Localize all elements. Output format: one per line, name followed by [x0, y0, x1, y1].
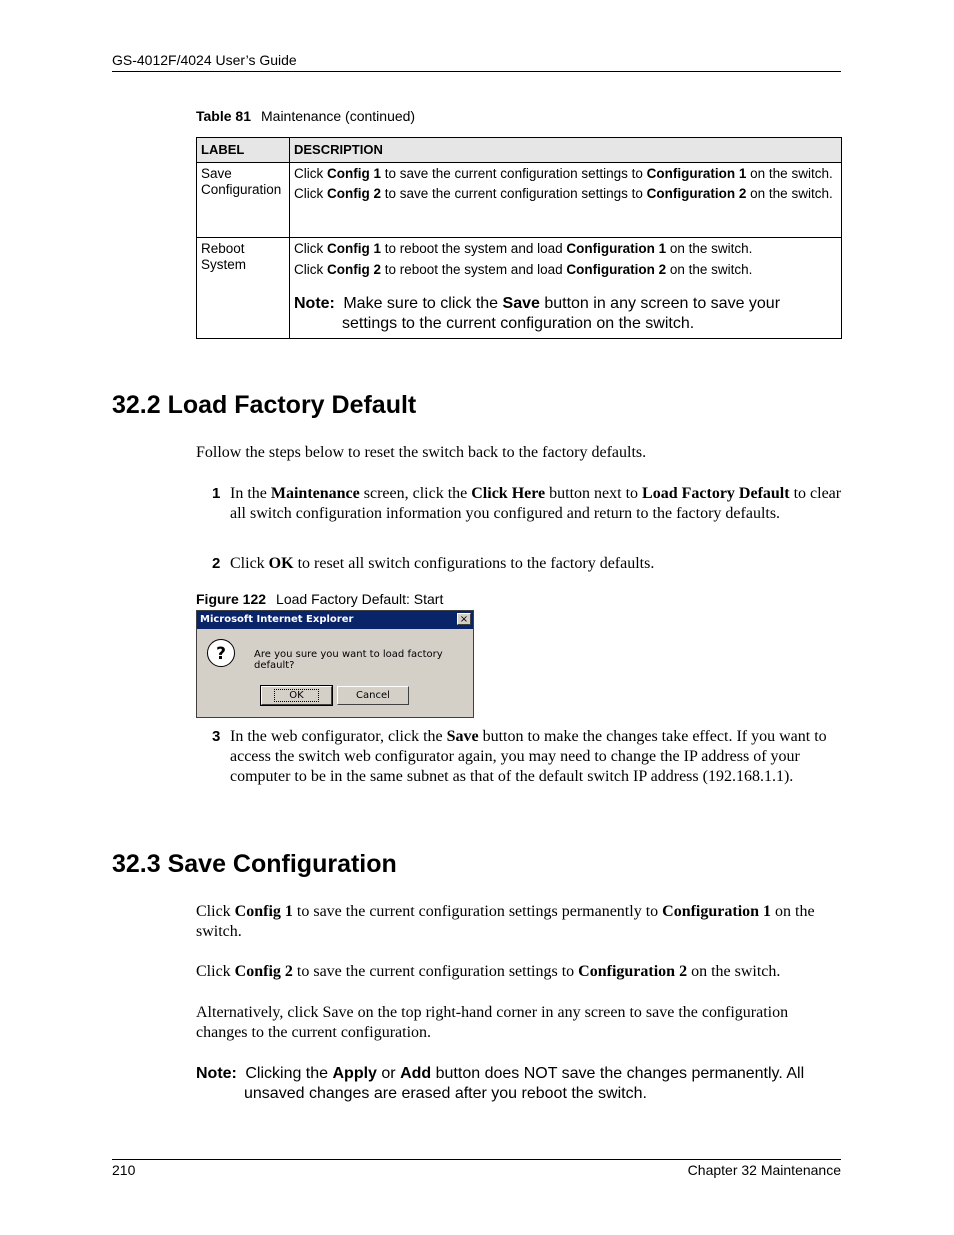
footer-rule	[112, 1159, 841, 1160]
description-paragraph: Click Config 1 to save the current configuration settings to Configuration 1 on the switch.	[294, 166, 833, 181]
table-note: Note: Make sure to click the Save button in any screen to save your settings to the current configuration on the switch.	[294, 295, 781, 332]
section-heading-load-factory-default: 32.2 Load Factory Default	[112, 391, 417, 419]
header-rule	[112, 71, 841, 72]
row-description	[290, 238, 842, 339]
maintenance-table	[196, 137, 842, 339]
dialog-message: Are you sure you want to load factory default?	[254, 649, 443, 671]
running-header: GS-4012F/4024 User’s Guide	[112, 52, 297, 68]
step-text: In the Maintenance screen, click the Click Here button next to Load Factory Default to clear all switch configuration information you configured and return to the factory defaults.	[230, 485, 842, 522]
step-text: Click OK to reset all switch configurations to the factory defaults.	[230, 555, 655, 572]
question-icon: ?	[207, 639, 235, 667]
figure-caption: Figure 122 Load Factory Default: Start	[196, 591, 444, 607]
description-paragraph: Click Config 1 to reboot the system and load Configuration 1 on the switch.	[294, 241, 753, 256]
section-heading-save-configuration: 32.3 Save Configuration	[112, 850, 397, 878]
table-caption	[196, 108, 415, 124]
table-caption-text: Maintenance (continued)	[261, 108, 416, 124]
description-paragraph: Click Config 2 to reboot the system and load Configuration 2 on the switch.	[294, 262, 753, 277]
table-caption-label: Table 81	[196, 108, 251, 124]
body-paragraph: Click Config 1 to save the current configuration settings permanently to Configuration 1 on the switch.	[196, 903, 815, 940]
row-label: Save Configuration	[197, 163, 290, 238]
table-header-row	[197, 138, 842, 163]
body-paragraph: Alternatively, click Save on the top right-hand corner in any screen to save the configuration changes to the current configuration.	[196, 1004, 789, 1041]
chapter-label: Chapter 32 Maintenance	[687, 1162, 841, 1178]
dialog-title: Microsoft Internet Explorer	[200, 614, 354, 625]
column-header-label: LABEL	[197, 138, 290, 163]
dialog-titlebar	[197, 611, 473, 629]
row-description	[290, 163, 842, 238]
confirm-dialog	[196, 610, 474, 718]
column-header-description: DESCRIPTION	[290, 138, 842, 163]
description-paragraph: Click Config 2 to save the current configuration settings to Configuration 2 on the switch.	[294, 186, 833, 201]
row-label: Reboot System	[197, 238, 290, 339]
page-number: 210	[112, 1162, 136, 1178]
cancel-button[interactable]: Cancel	[337, 686, 409, 705]
note-paragraph: Note: Clicking the Apply or Add button does NOT save the changes permanently. All unsaved changes are erased after you reboot the switch.	[196, 1065, 805, 1102]
table-row	[197, 238, 842, 339]
table-row	[197, 163, 842, 238]
ok-button[interactable]: OK	[261, 686, 332, 705]
intro-paragraph: Follow the steps below to reset the switch back to the factory defaults.	[196, 444, 647, 461]
close-icon[interactable]: ×	[457, 613, 471, 625]
step-text: In the web configurator, click the Save button to make the changes take effect. If you want to access the switch web configurator again, you may need to change the IP address of your computer to be in the same subnet as that of the default switch IP address (192.168.1.1).	[230, 728, 827, 785]
body-paragraph: Click Config 2 to save the current configuration settings to Configuration 2 on the switch.	[196, 963, 781, 980]
